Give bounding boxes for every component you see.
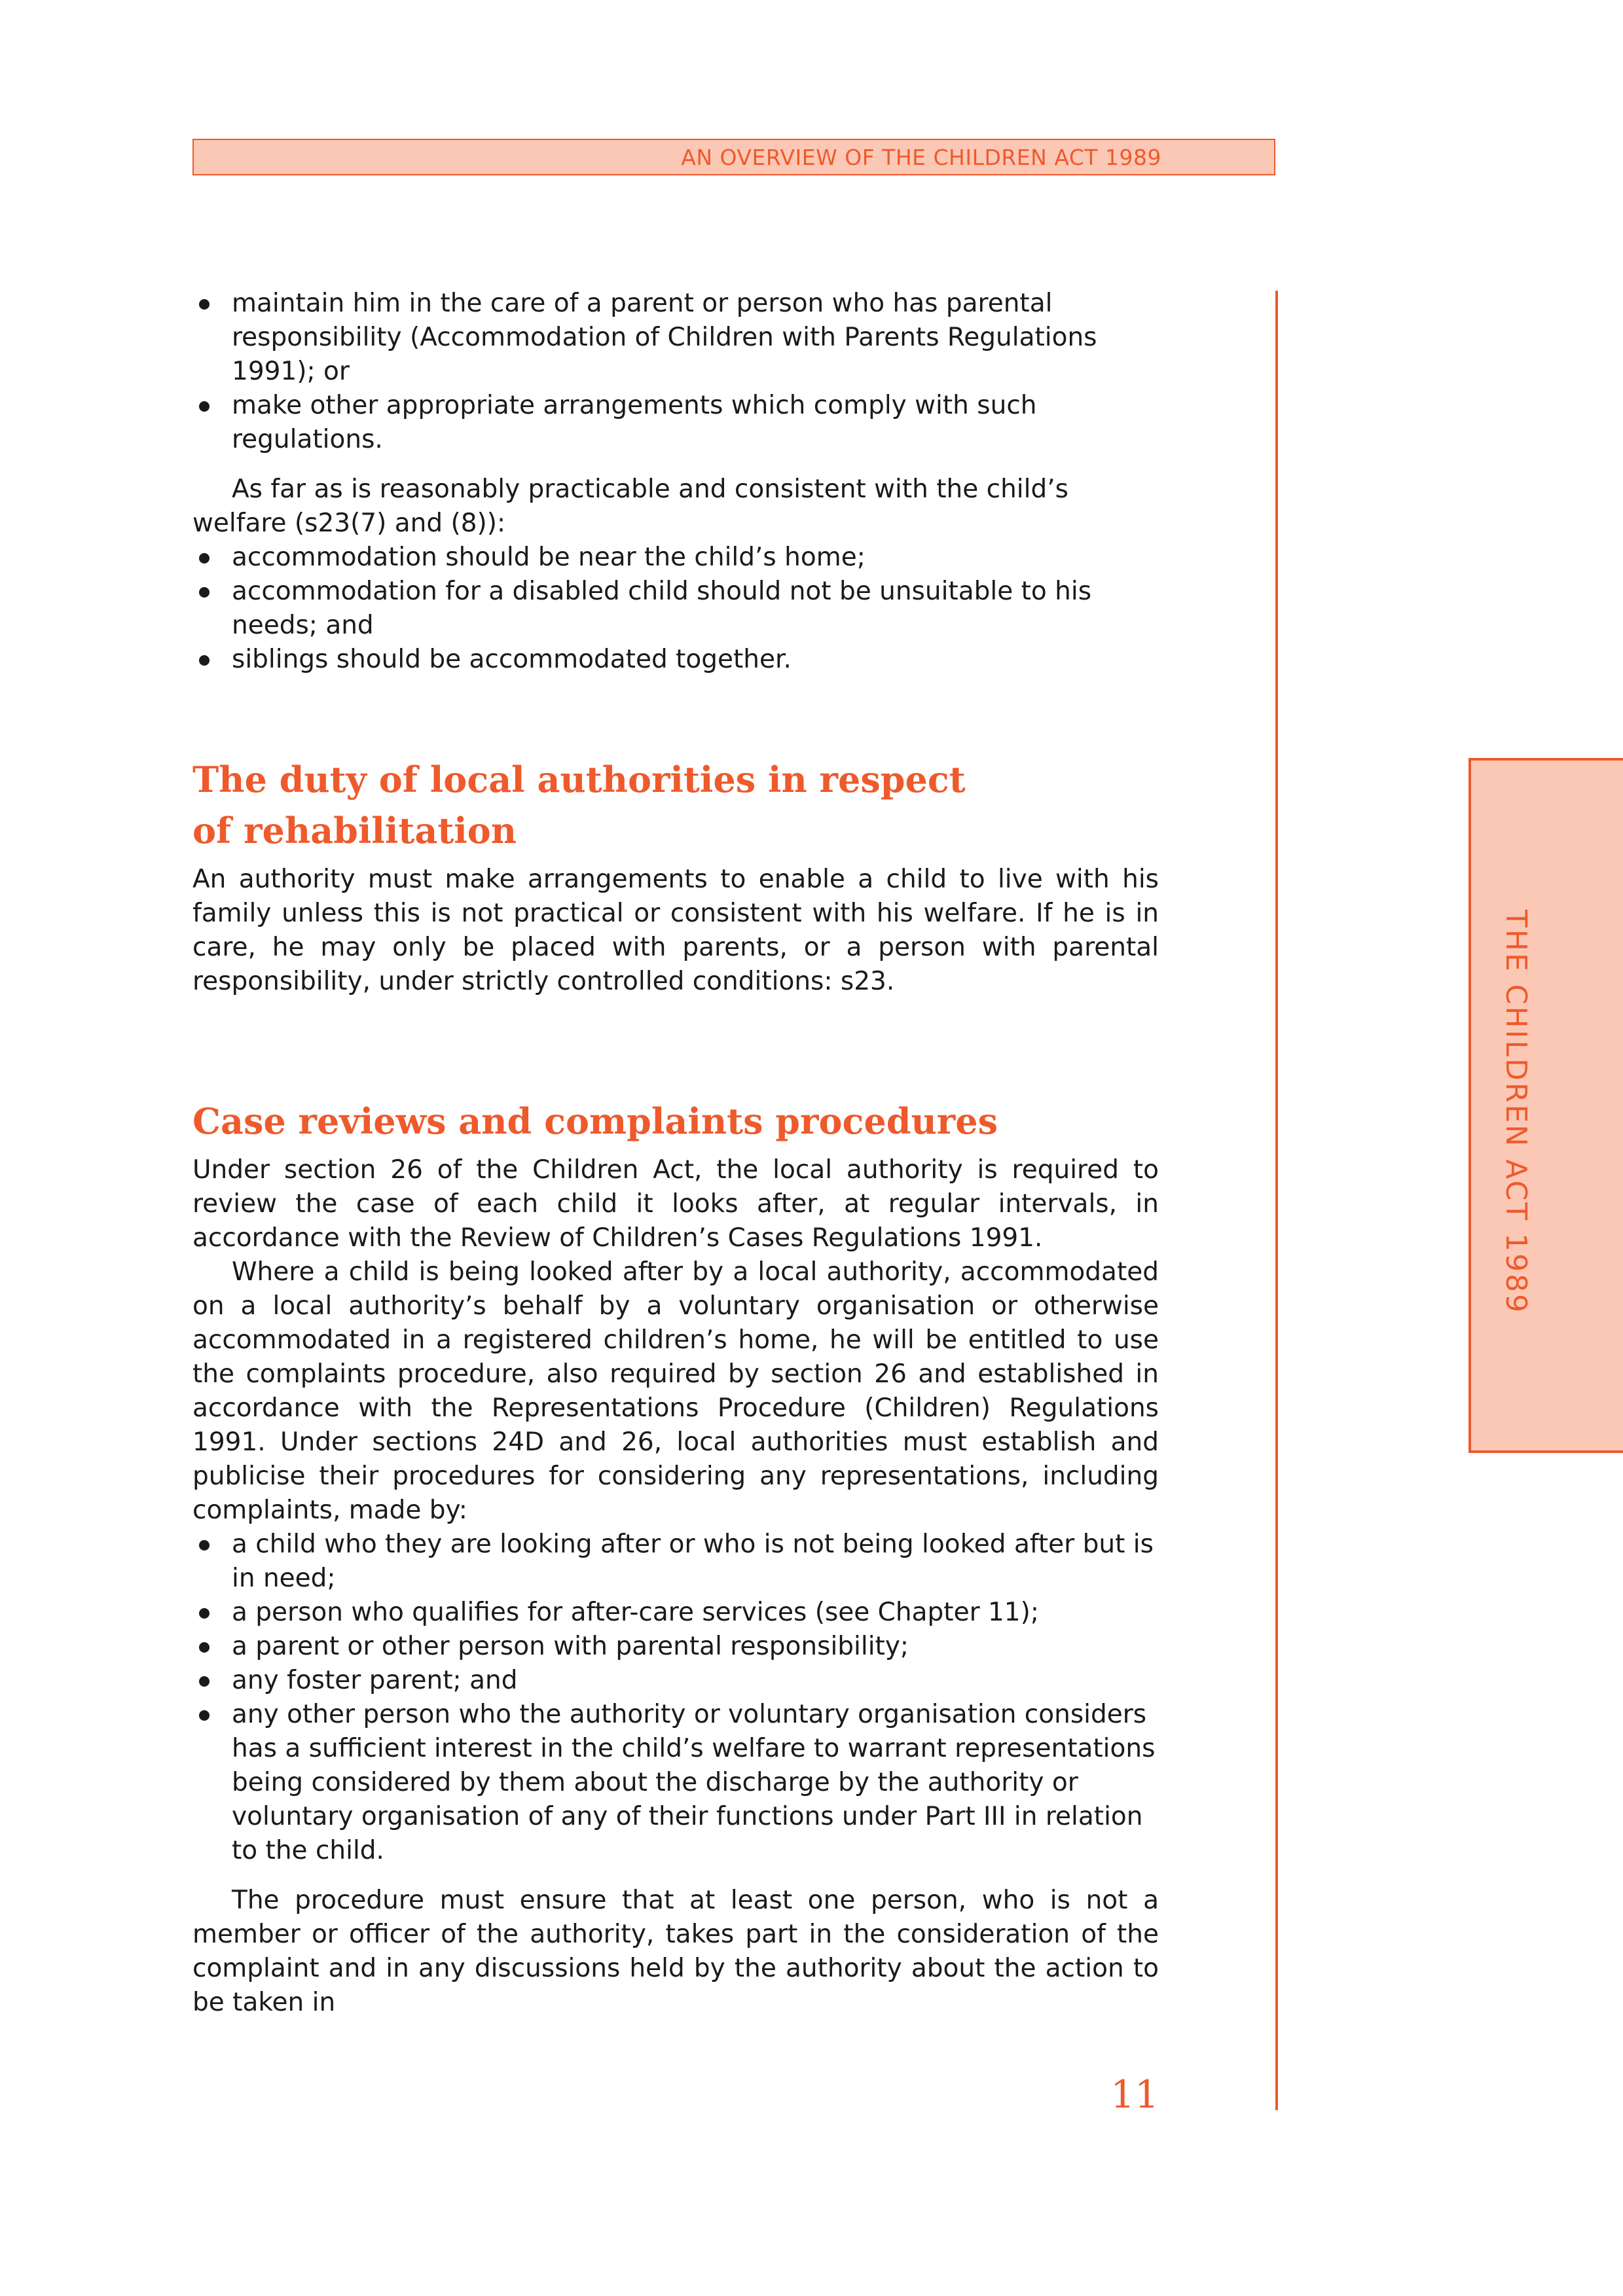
reviews-paragraph-2: Where a child is being looked after by a local authority, accommodated on a local authority’s behalf by a voluntary organisation or otherwise accommodated in a registered children’s home, he will be entitled to use the complaints procedure, also required by section 26 and established in accordance with the Representations Procedure (Children) Regulations 1991. Under sections 24D and 26, local authorities must establish and publicise their procedures for considering any representations, including complaints, made by: — [192, 1257, 1159, 1525]
welfare-paragraph: As far as is reasonably practicable and consistent with the child’s welfare (s23(7) and (8)): — [192, 475, 1068, 538]
chapter-side-tab — [1468, 758, 1623, 1453]
representations-bullet-list — [192, 1528, 1159, 1868]
list-item: a child who they are looking after or who is not being looked after but is in need; — [192, 1528, 1159, 1596]
list-item: a parent or other person with parental responsibility; — [192, 1630, 1159, 1664]
reviews-paragraph-1: Under section 26 of the Children Act, the local authority is required to review the case of each child it looks after, at regular intervals, in accordance with the Review of Children’s Cases Regulations 1991. — [192, 1155, 1159, 1253]
main-content — [192, 287, 1159, 2020]
list-item: make other appropriate arrangements which comply with such regulations. — [192, 389, 1159, 457]
rehabilitation-body: An authority must make arrangements to enable a child to live with his family unless this is not practical or consistent with his welfare. If he is in care, he may only be placed with parents, or a person with parental responsibility, under strictly controlled conditions: s23. — [192, 865, 1159, 996]
running-header-title: AN OVERVIEW OF THE CHILDREN ACT 1989 — [681, 145, 1161, 170]
welfare-bullet-list — [192, 541, 1159, 677]
reviews-paragraph-3: The procedure must ensure that at least one person, who is not a member or officer of the authority, takes part in the consideration of the complaint and in any discussions held by the authority about the action to be taken in — [192, 1886, 1159, 2017]
list-item: maintain him in the care of a parent or person who has parental responsibility (Accommodation of Children with Parents Regulations 1991); or — [192, 287, 1159, 389]
list-item: any other person who the authority or voluntary organisation considers has a sufficient interest in the child’s welfare to warrant representations being considered by them about the discharge by the authority or voluntary organisation of any of their functions under Part III in relation to the child. — [192, 1698, 1159, 1868]
chapter-side-tab-label: THE CHILDREN ACT 1989 — [1499, 910, 1533, 1315]
intro-bullet-list — [192, 287, 1159, 457]
list-item: any foster parent; and — [192, 1664, 1159, 1698]
list-item: accommodation should be near the child’s home; — [192, 541, 1159, 575]
heading-case-reviews: Case reviews and complaints procedures — [192, 1100, 998, 1142]
list-item: accommodation for a disabled child should not be unsuitable to his needs; and — [192, 575, 1159, 643]
list-item: siblings should be accommodated together. — [192, 643, 1159, 677]
running-header — [192, 139, 1275, 175]
page-number: 11 — [1110, 2072, 1159, 2117]
margin-rule — [1275, 291, 1278, 2110]
list-item: a person who qualifies for after-care services (see Chapter 11); — [192, 1596, 1159, 1630]
heading-rehabilitation — [192, 754, 1159, 856]
heading-rehabilitation-line2: of rehabilitation — [192, 810, 517, 852]
heading-rehabilitation-line1: The duty of local authorities in respect — [192, 759, 966, 800]
